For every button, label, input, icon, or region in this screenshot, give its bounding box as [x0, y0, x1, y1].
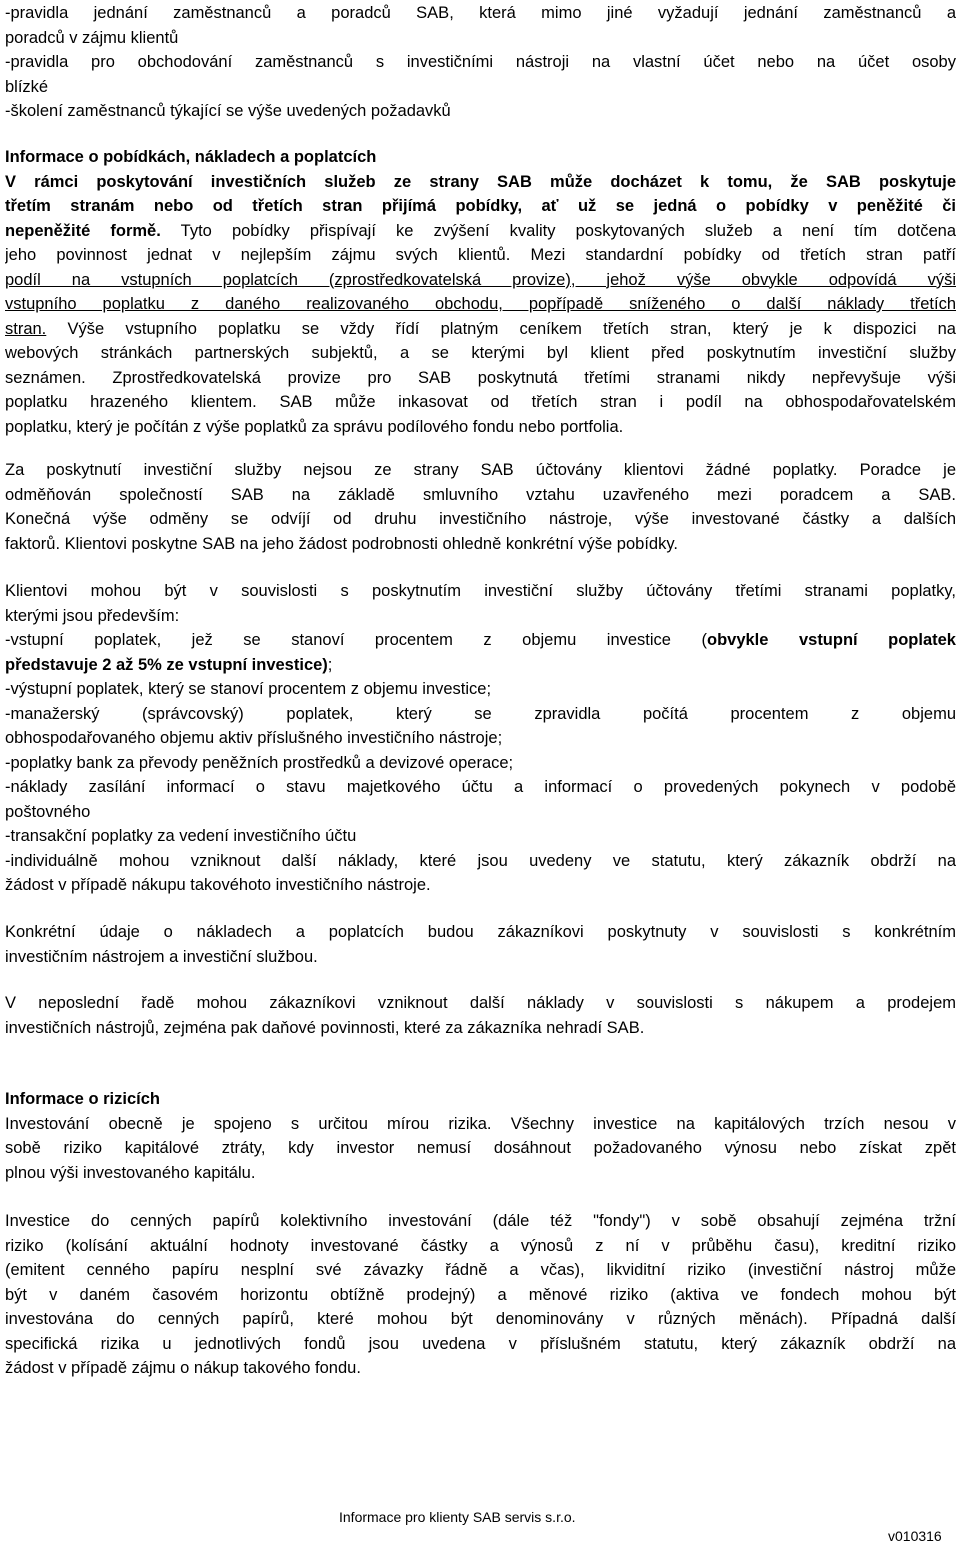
text-line: [5, 317, 956, 342]
text-line: specifická rizika u jednotlivých fondů jsou uvedena v příslušném statutu, který zákazník obdrží na: [5, 1334, 956, 1353]
underlined-line: podíl na vstupních poplatcích (zprostředkovatelská provize), jehož výše obvykle odpovídá výši: [5, 270, 956, 289]
text-line: být v daném časovém horizontu obtížně prodejný) a měnové riziko (aktiva ve fondech mohou být: [5, 1285, 956, 1304]
text-line: sobě riziko kapitálové ztráty, kdy investor nemusí dosáhnout požadovaného výnosu nebo získat zpět: [5, 1139, 956, 1157]
text-line: (emitent cenného papíru nesplní své závazky řádně a včas), likviditní riziko (investiční nástroj může: [5, 1261, 956, 1279]
text-line: Za poskytnutí investiční služby nejsou ze strany SAB účtovány klientovi žádné poplatky. Poradce je: [5, 461, 956, 479]
text-fragment: -vstupní poplatek, jež se stanoví procentem z objemu investice (: [5, 631, 707, 649]
section-heading-risks: Informace o rizicích: [5, 1090, 160, 1108]
text-line: [5, 219, 956, 244]
text-line: -pravidla pro obchodování zaměstnanců s investičními nástroji na vlastní účet nebo na účet osoby: [5, 53, 956, 71]
text-fragment: Výše vstupního poplatku se vždy řídí platným ceníkem třetích stran, který je k dispozici na: [46, 319, 956, 338]
concrete-costs-paragraph: [5, 920, 956, 969]
list-item: -transakční poplatky za vedení investičního účtu: [5, 827, 357, 845]
text-line: plnou výši investovaného kapitálu.: [5, 1163, 256, 1182]
text-line: -pravidla jednání zaměstnanců a poradců SAB, která mimo jiné vyžadují jednání zaměstnanců a: [5, 4, 956, 22]
text-line: V rámci poskytování investičních služeb ze strany SAB může docházet k tomu, že SAB poskytuje: [5, 172, 956, 191]
text-line: poplatku hrazeného klientem. SAB může inkasovat od třetích stran i podíl na obhospodařovatelském: [5, 393, 956, 411]
list-item: -manažerský (správcovský) poplatek, který se zpravidla počítá procentem z objemu: [5, 704, 956, 723]
text-line: Klientovi mohou být v souvislosti s poskytnutím investiční služby účtovány třetími stranami poplatky,: [5, 582, 956, 600]
text-fragment: Mezi standardní pobídky od třetích stran patří: [510, 246, 956, 264]
text-fragment: Tyto pobídky přispívají ke zvýšení kvality poskytovaných služeb a není tím dotčena: [160, 221, 956, 240]
risks-section: [5, 1087, 956, 1185]
text-line: Konečná výše odměny se odvíjí od druhu investičního nástroje, výše investované částky a dalších: [5, 510, 956, 528]
list-item: -náklady zasílání informací o stavu majetkového účtu a informací o provedených pokynech v podobě: [5, 778, 956, 796]
text-line: blízké: [5, 77, 49, 96]
text-line: webových stránkách partnerských subjektů, a se kterými byl klient před poskytnutím investiční služby: [5, 344, 956, 362]
underlined-fragment: stran.: [5, 319, 47, 338]
text-fragment: ;: [327, 655, 333, 674]
footer-version: v010316: [888, 1528, 942, 1544]
text-line: [5, 243, 956, 268]
taxes-paragraph: [5, 991, 956, 1040]
text-line: investičních nástrojů, zejména pak daňové povinnosti, které za zákazníka nehradí SAB.: [5, 1018, 645, 1037]
text-line: Investování obecně je spojeno s určitou mírou rizika. Všechny investice na kapitálových trzích nesou v: [5, 1114, 956, 1133]
text-line: Investice do cenných papírů kolektivního investování (dále též "fondy") v sobě obsahují zejména tržní: [5, 1212, 956, 1230]
text-line: -školení zaměstnanců týkající se výše uvedených požadavků: [5, 102, 451, 120]
footer-company: Informace pro klienty SAB servis s.r.o.: [339, 1509, 576, 1525]
list-item: [5, 628, 956, 653]
list-item: poštovného: [5, 802, 91, 821]
list-item: -výstupní poplatek, který se stanoví procentem z objemu investice;: [5, 680, 492, 698]
incentives-section: [5, 145, 956, 439]
list-item: -poplatky bank za převody peněžních prostředků a devizové operace;: [5, 753, 514, 772]
text-line: poplatku, který je počítán z výše poplatků za správu podílového fondu nebo portfolia.: [5, 417, 624, 436]
text-line: kterými jsou především:: [5, 606, 180, 625]
advisor-paragraph: [5, 458, 956, 556]
text-line: investována do cenných papírů, které mohou být denominovány v různých měnách). Případná další: [5, 1310, 956, 1328]
list-item: obhospodařovaného objemu aktiv příslušného investičního nástroje;: [5, 729, 503, 747]
list-item: -individuálně mohou vzniknout další náklady, které jsou uvedeny ve statutu, který zákazník obdrží na: [5, 851, 956, 870]
bold-fragment: obvykle vstupní poplatek: [707, 631, 956, 649]
text-line: Konkrétní údaje o nákladech a poplatcích budou zákazníkovi poskytnuty v souvislosti s konkrétním: [5, 923, 956, 941]
text-line: V neposlední řadě mohou zákazníkovi vzniknout další náklady v souvislosti s nákupem a prodejem: [5, 994, 956, 1012]
text-fragment: jeho povinnost jednat v nejlepším zájmu svých klientů.: [5, 246, 511, 264]
text-line: faktorů. Klientovi poskytne SAB na jeho žádost podrobnosti ohledně konkrétní výše pobídky.: [5, 534, 678, 553]
fees-list: [5, 579, 956, 898]
bold-fragment: nepeněžité formě.: [5, 221, 161, 240]
list-item: žádost v případě nákupu takovéhoto investičního nástroje.: [5, 876, 431, 894]
text-line: investičním nástrojem a investiční službou.: [5, 947, 318, 966]
list-item: [5, 653, 956, 678]
text-line: riziko (kolísání aktuální hodnoty investované částky a výnosů z ní v průběhu času), kreditní riziko: [5, 1236, 956, 1255]
text-line: seznámen. Zprostředkovatelská provize pro SAB poskytnutá třetími stranami nikdy nepřevyšuje výši: [5, 368, 956, 387]
underlined-line: vstupního poplatku z daného realizovaného obchodu, popřípadě sníženého o další náklady třetích: [5, 295, 956, 313]
section-heading-incentives: Informace o pobídkách, nákladech a poplatcích: [5, 148, 377, 166]
text-line: poradců v zájmu klientů: [5, 28, 179, 47]
text-line: žádost v případě zájmu o nákup takového fondu.: [5, 1359, 361, 1377]
intro-rules: [5, 1, 956, 124]
funds-risk-paragraph: [5, 1209, 956, 1381]
bold-fragment: představuje 2 až 5% ze vstupní investice): [5, 655, 328, 674]
text-line: třetím stranám nebo od třetích stran přijímá pobídky, ať už se jedná o pobídky v peněžité či: [5, 197, 956, 215]
text-line: odměňován společností SAB na základě smluvního vztahu uzavřeného mezi poradcem a SAB.: [5, 485, 956, 504]
